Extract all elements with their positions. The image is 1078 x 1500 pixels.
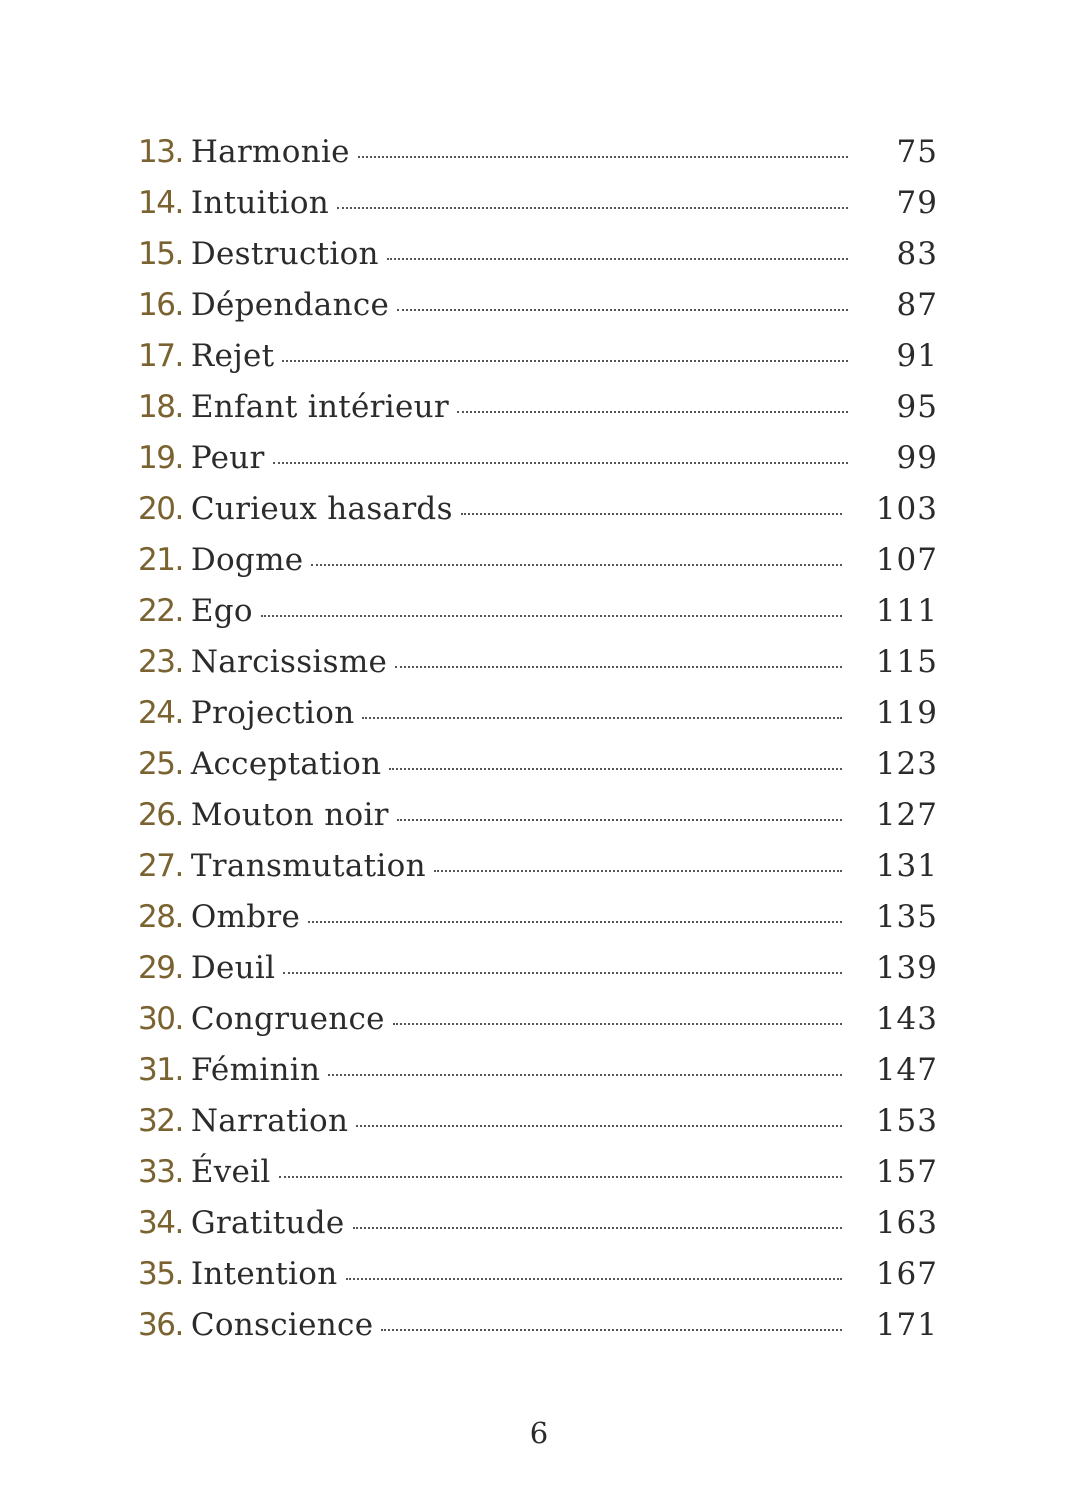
chapter-page-number: 87	[896, 287, 938, 323]
dot-leader-wrap	[354, 721, 875, 723]
dot-leader-wrap	[253, 619, 876, 621]
dot-leader	[328, 1074, 842, 1076]
chapter-number: 18.	[138, 389, 183, 425]
chapter-page-number: 111	[875, 593, 938, 629]
chapter-page-number: 127	[875, 797, 938, 833]
dot-leader	[261, 615, 842, 617]
chapter-title: Narcissisme	[190, 644, 388, 680]
chapter-page-number: 157	[875, 1154, 938, 1190]
dot-leader	[457, 411, 848, 413]
chapter-number: 13.	[138, 134, 183, 170]
chapter-title: Narration	[190, 1103, 349, 1139]
chapter-number: 26.	[138, 797, 183, 833]
chapter-number: 34.	[138, 1205, 183, 1241]
dot-leader	[283, 972, 842, 974]
dot-leader-wrap	[373, 1333, 875, 1335]
chapter-title: Transmutation	[190, 848, 426, 884]
chapter-page-number: 107	[875, 542, 938, 578]
dot-leader-wrap	[338, 1282, 876, 1284]
dot-leader	[381, 1329, 841, 1331]
dot-leader-wrap	[274, 364, 882, 366]
chapter-page-number: 167	[875, 1256, 938, 1292]
dot-leader-wrap	[303, 568, 875, 570]
chapter-page-number: 171	[875, 1307, 938, 1343]
chapter-number: 30.	[138, 1001, 183, 1037]
toc-entry	[138, 739, 938, 790]
chapter-page-number: 99	[896, 440, 938, 476]
toc-entry	[138, 1198, 938, 1249]
dot-leader-wrap	[453, 517, 876, 519]
dot-leader-wrap	[320, 1078, 876, 1080]
chapter-title: Ego	[190, 593, 253, 629]
chapter-number: 29.	[138, 950, 183, 986]
chapter-page-number: 163	[875, 1205, 938, 1241]
dot-leader	[397, 309, 848, 311]
dot-leader	[353, 1227, 842, 1229]
dot-leader-wrap	[379, 262, 882, 264]
dot-leader	[308, 921, 842, 923]
chapter-number: 25.	[138, 746, 183, 782]
chapter-title: Conscience	[190, 1307, 374, 1343]
chapter-title: Peur	[190, 440, 265, 476]
dot-leader	[362, 717, 841, 719]
chapter-page-number: 153	[875, 1103, 938, 1139]
dot-leader	[337, 207, 848, 209]
toc-entry	[138, 943, 938, 994]
dot-leader	[273, 462, 848, 464]
chapter-page-number: 135	[875, 899, 938, 935]
dot-leader-wrap	[350, 160, 882, 162]
chapter-page-number: 91	[896, 338, 938, 374]
chapter-number: 19.	[138, 440, 183, 476]
toc-entry	[138, 535, 938, 586]
toc-entry	[138, 433, 938, 484]
chapter-number: 21.	[138, 542, 183, 578]
chapter-number: 17.	[138, 338, 183, 374]
chapter-page-number: 75	[896, 134, 938, 170]
chapter-page-number: 143	[875, 1001, 938, 1037]
toc-entry	[138, 484, 938, 535]
toc-entry	[138, 1147, 938, 1198]
chapter-page-number: 79	[896, 185, 938, 221]
chapter-title: Congruence	[190, 1001, 385, 1037]
chapter-number: 33.	[138, 1154, 183, 1190]
dot-leader-wrap	[449, 415, 882, 417]
dot-leader-wrap	[389, 313, 882, 315]
chapter-number: 31.	[138, 1052, 183, 1088]
chapter-page-number: 95	[896, 389, 938, 425]
chapter-number: 28.	[138, 899, 183, 935]
dot-leader-wrap	[271, 1180, 876, 1182]
chapter-number: 32.	[138, 1103, 183, 1139]
toc-entry	[138, 688, 938, 739]
page-number: 6	[529, 1416, 549, 1450]
toc-entry	[138, 790, 938, 841]
dot-leader	[434, 870, 842, 872]
toc-entry	[138, 994, 938, 1045]
chapter-title: Curieux hasards	[190, 491, 453, 527]
dot-leader	[395, 666, 842, 668]
chapter-title: Éveil	[190, 1154, 271, 1190]
toc-entry	[138, 1300, 938, 1351]
chapter-number: 22.	[138, 593, 183, 629]
dot-leader-wrap	[426, 874, 876, 876]
chapter-number: 14.	[138, 185, 183, 221]
chapter-page-number: 131	[875, 848, 938, 884]
chapter-title: Destruction	[190, 236, 379, 272]
toc-entry	[138, 586, 938, 637]
chapter-number: 27.	[138, 848, 183, 884]
toc-entry	[138, 127, 938, 178]
chapter-page-number: 119	[875, 695, 938, 731]
chapter-page-number: 83	[896, 236, 938, 272]
toc-entry	[138, 841, 938, 892]
toc-entry	[138, 1249, 938, 1300]
dot-leader	[397, 819, 842, 821]
chapter-title: Enfant intérieur	[190, 389, 449, 425]
chapter-title: Intention	[190, 1256, 338, 1292]
dot-leader	[282, 360, 848, 362]
chapter-number: 23.	[138, 644, 183, 680]
chapter-number: 36.	[138, 1307, 183, 1343]
toc-entry	[138, 637, 938, 688]
chapter-title: Gratitude	[190, 1205, 345, 1241]
dot-leader	[387, 258, 848, 260]
dot-leader-wrap	[265, 466, 882, 468]
dot-leader-wrap	[381, 772, 875, 774]
chapter-title: Intuition	[190, 185, 330, 221]
chapter-number: 15.	[138, 236, 183, 272]
toc-entry	[138, 1096, 938, 1147]
dot-leader	[461, 513, 842, 515]
dot-leader	[346, 1278, 842, 1280]
chapter-page-number: 103	[875, 491, 938, 527]
toc-entry	[138, 331, 938, 382]
dot-leader-wrap	[345, 1231, 876, 1233]
dot-leader	[279, 1176, 842, 1178]
chapter-number: 16.	[138, 287, 183, 323]
dot-leader	[389, 768, 841, 770]
toc-entry	[138, 229, 938, 280]
chapter-page-number: 147	[875, 1052, 938, 1088]
chapter-number: 24.	[138, 695, 183, 731]
chapter-number: 20.	[138, 491, 183, 527]
chapter-page-number: 139	[875, 950, 938, 986]
toc-entry	[138, 892, 938, 943]
chapter-number: 35.	[138, 1256, 183, 1292]
dot-leader	[358, 156, 848, 158]
dot-leader-wrap	[275, 976, 876, 978]
dot-leader-wrap	[300, 925, 876, 927]
dot-leader-wrap	[387, 670, 876, 672]
chapter-title: Dogme	[190, 542, 304, 578]
toc-entry	[138, 178, 938, 229]
toc-entry	[138, 280, 938, 331]
chapter-title: Projection	[190, 695, 355, 731]
chapter-title: Harmonie	[190, 134, 350, 170]
chapter-title: Acceptation	[190, 746, 382, 782]
dot-leader-wrap	[389, 823, 876, 825]
toc-entry	[138, 1045, 938, 1096]
chapter-title: Ombre	[190, 899, 301, 935]
chapter-title: Deuil	[190, 950, 276, 986]
dot-leader-wrap	[385, 1027, 876, 1029]
dot-leader	[311, 564, 841, 566]
table-of-contents	[138, 127, 938, 1351]
chapter-title: Rejet	[190, 338, 275, 374]
chapter-page-number: 123	[875, 746, 938, 782]
dot-leader-wrap	[348, 1129, 876, 1131]
chapter-title: Dépendance	[190, 287, 390, 323]
chapter-title: Féminin	[190, 1052, 321, 1088]
dot-leader	[393, 1023, 842, 1025]
dot-leader-wrap	[329, 211, 882, 213]
toc-entry	[138, 382, 938, 433]
chapter-title: Mouton noir	[190, 797, 389, 833]
chapter-page-number: 115	[875, 644, 938, 680]
dot-leader	[356, 1125, 842, 1127]
